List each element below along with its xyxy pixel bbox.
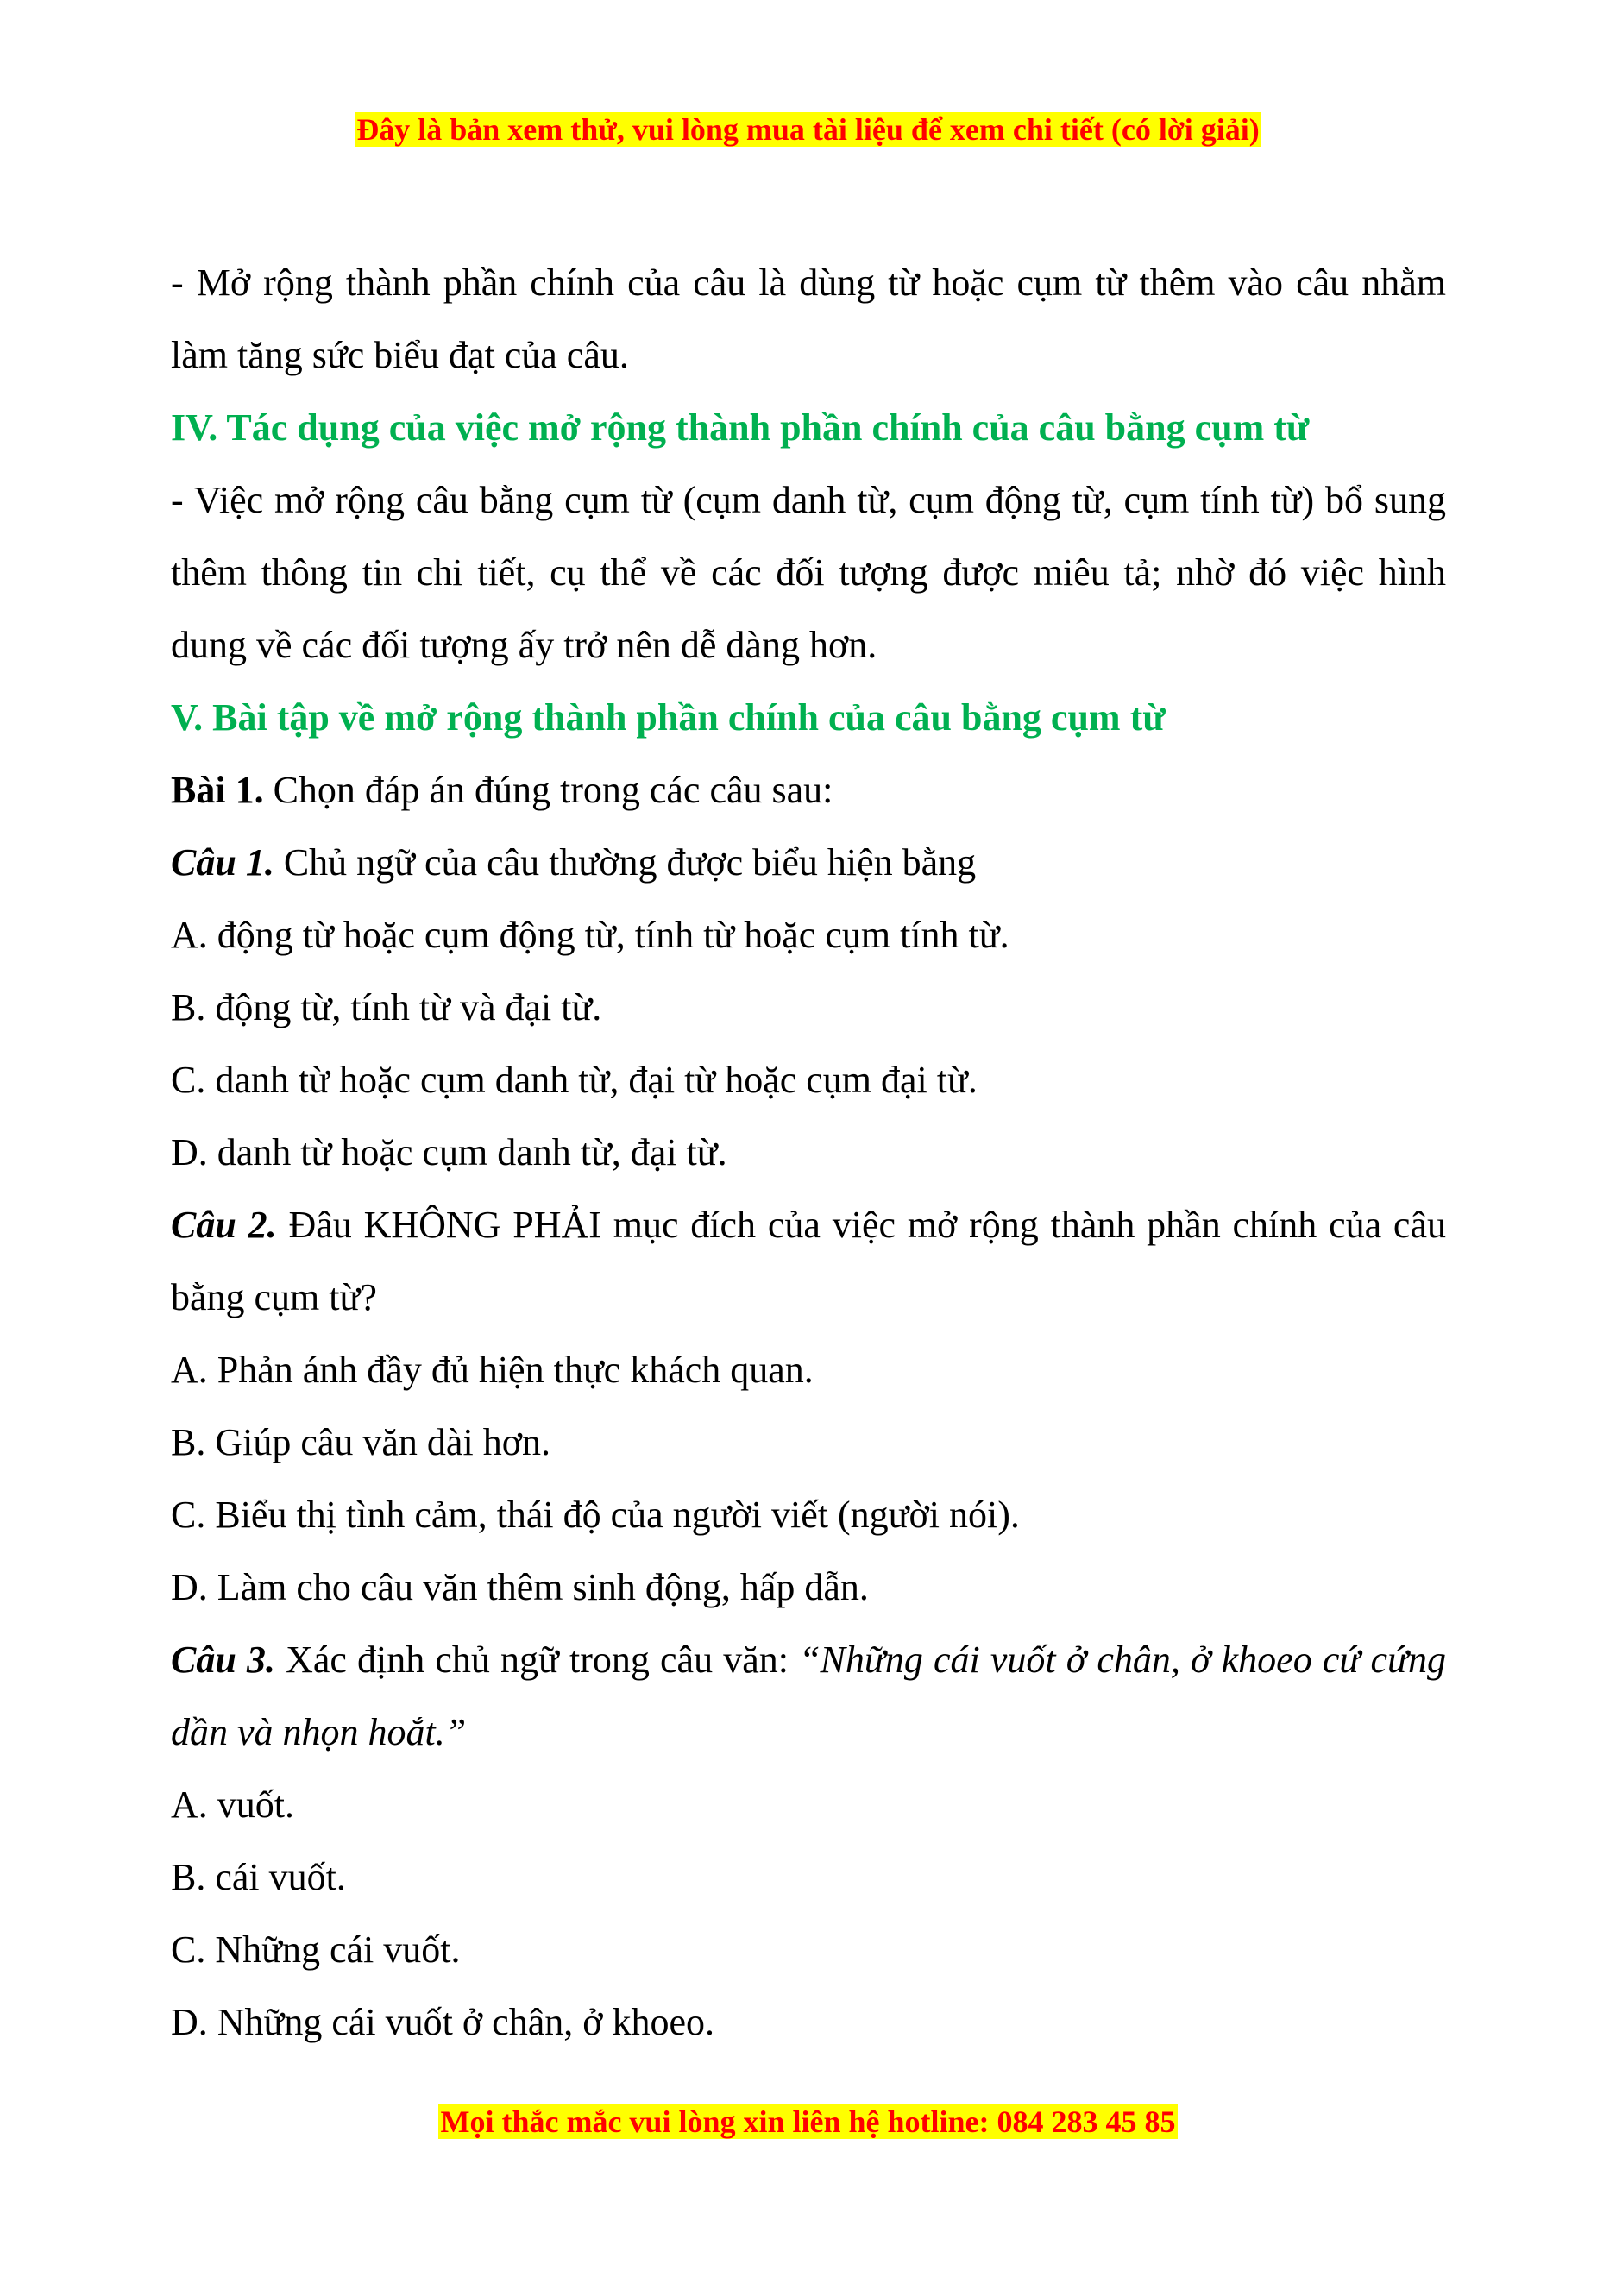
question-2 [171, 1189, 1446, 1334]
question-2-option-a: A. Phản ánh đầy đủ hiện thực khách quan. [171, 1349, 814, 1391]
question-1-option-b: B. động từ, tính từ và đại từ. [171, 986, 602, 1028]
question-3 [171, 1624, 1446, 1769]
question-1 [171, 827, 1446, 899]
hotline-banner [0, 2101, 1616, 2142]
question-3-option-c: C. Những cái vuốt. [171, 1928, 461, 1971]
question-3-text: Xác định chủ ngữ trong câu văn: [274, 1639, 800, 1681]
question-2-option-c: C. Biểu thị tình cảm, thái độ của người viết (người nói). [171, 1494, 1020, 1536]
document-body [171, 247, 1446, 2059]
question-3-label: Câu 3. [171, 1639, 275, 1681]
section-v-heading: V. Bài tập về mở rộng thành phần chính của câu bằng cụm từ [171, 696, 1166, 739]
question-3-option-a: A. vuốt. [171, 1783, 294, 1826]
question-2-option-b: B. Giúp câu văn dài hơn. [171, 1421, 550, 1463]
question-2-text: Đâu KHÔNG PHẢI mục đích của việc mở rộng thành phần chính của câu bằng cụm từ? [171, 1204, 1446, 1318]
question-2-option-d: D. Làm cho câu văn thêm sinh động, hấp dẫn. [171, 1566, 869, 1608]
question-3-option-b: B. cái vuốt. [171, 1856, 346, 1898]
question-1-label: Câu 1. [171, 841, 274, 884]
question-3-quote: “Những cái vuốt ở chân, ở khoeo cứ cứng dần và nhọn hoắt.” [171, 1639, 1447, 1753]
question-1-option-a: A. động từ hoặc cụm động từ, tính từ hoặc cụm tính từ. [171, 914, 1009, 956]
question-1-option-d: D. danh từ hoặc cụm danh từ, đại từ. [171, 1131, 727, 1173]
question-1-text: Chủ ngữ của câu thường được biểu hiện bằng [274, 841, 977, 884]
intro-paragraph: - Mở rộng thành phần chính của câu là dùng từ hoặc cụm từ thêm vào câu nhằm làm tăng sức biểu đạt của câu. [171, 261, 1446, 376]
question-1-option-c: C. danh từ hoặc cụm danh từ, đại từ hoặc cụm đại từ. [171, 1059, 978, 1101]
hotline-text: Mọi thắc mắc vui lòng xin liên hệ hotline: 084 283 45 85 [440, 2104, 1176, 2139]
preview-notice-banner [0, 109, 1616, 150]
question-2-label: Câu 2. [171, 1204, 277, 1246]
exercise-1-text: Chọn đáp án đúng trong các câu sau: [263, 769, 833, 811]
exercise-1-instruction [171, 754, 1446, 827]
section-iv-paragraph: - Việc mở rộng câu bằng cụm từ (cụm danh từ, cụm động từ, cụm tính từ) bổ sung thêm thông tin chi tiết, cụ thể về các đối tượng được miêu tả; nhờ đó việc hình dung về các đối tượng ấy trở nên dễ dàng hơn. [171, 479, 1446, 666]
section-iv-heading: IV. Tác dụng của việc mở rộng thành phần chính của câu bằng cụm từ [171, 406, 1310, 449]
preview-notice-text: Đây là bản xem thử, vui lòng mua tài liệu để xem chi tiết (có lời giải) [356, 112, 1260, 147]
question-3-option-d: D. Những cái vuốt ở chân, ở khoeo. [171, 2001, 715, 2043]
exercise-1-label: Bài 1. [171, 769, 264, 811]
